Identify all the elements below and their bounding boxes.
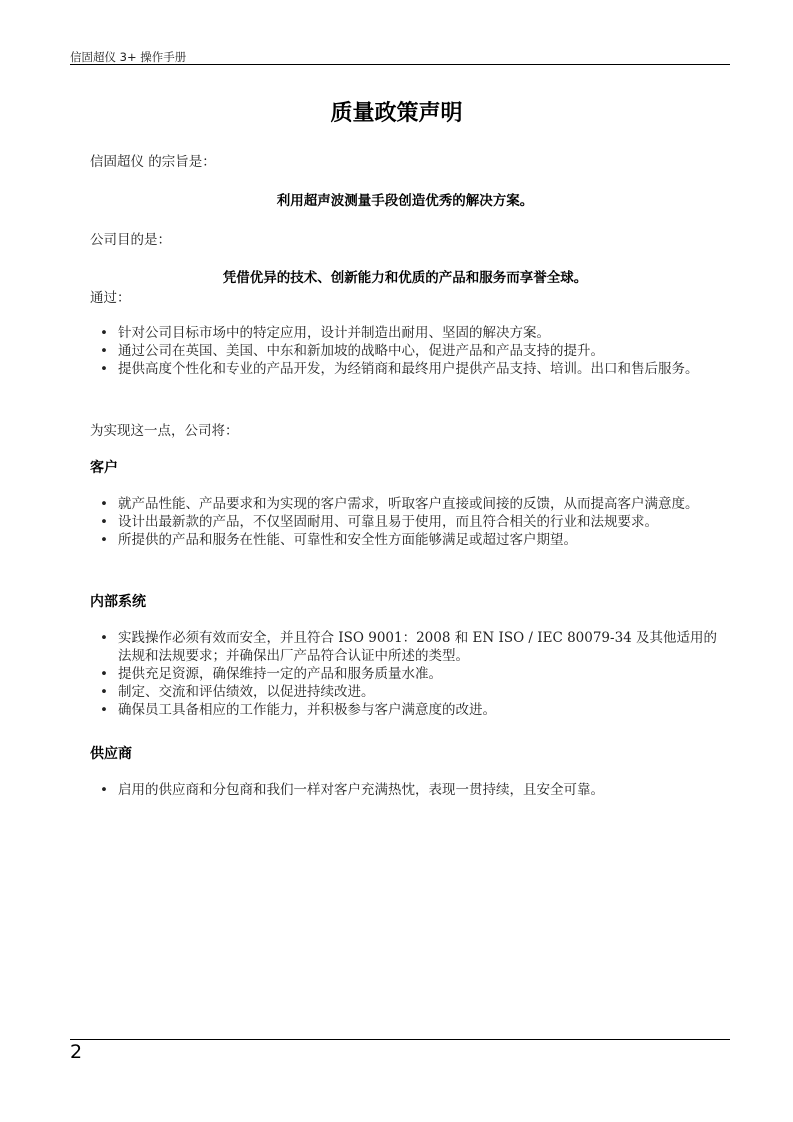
- mission-intro: 信固超仪 的宗旨是：: [90, 154, 216, 170]
- goal-intro: 公司目的是：: [90, 232, 171, 248]
- list-item: • 提供充足资源，确保维持一定的产品和服务质量水准。: [90, 665, 720, 683]
- list-item: • 所提供的产品和服务在性能、可靠性和安全性方面能够满足或超过客户期望。: [90, 531, 720, 549]
- footer-divider: [70, 1039, 730, 1040]
- list-item: • 通过公司在英国、美国、中东和新加坡的战略中心，促进产品和产品支持的提升。: [90, 342, 720, 360]
- list-item: • 实践操作必须有效而安全，并且符合 ISO 9001：2008 和 EN ISO / IEC 80079-34 及其他适用的法规和法规要求；并确保出厂产品符合认证中所述的类型。: [90, 629, 720, 665]
- list-item: • 启用的供应商和分包商和我们一样对客户充满热忱，表现一贯持续，且安全可靠。: [90, 781, 720, 799]
- achieve-intro: 为实现这一点，公司将：: [90, 423, 239, 439]
- list-item: • 确保员工具备相应的工作能力，并积极参与客户满意度的改进。: [90, 701, 720, 719]
- section-heading-suppliers: 供应商: [90, 746, 132, 762]
- section-heading-internal: 内部系统: [90, 594, 146, 610]
- list-item: • 针对公司目标市场中的特定应用，设计并制造出耐用、坚固的解决方案。: [90, 324, 720, 342]
- page-number: 2: [70, 1041, 83, 1063]
- page-title: 质量政策声明: [330, 101, 463, 126]
- running-header: 信固超仪 3+ 操作手册: [70, 50, 187, 64]
- through-label: 通过：: [90, 290, 131, 306]
- list-item: • 就产品性能、产品要求和为实现的客户需求，听取客户直接或间接的反馈，从而提高客户满意度。: [90, 495, 720, 513]
- goal-statement: 凭借优异的技术、创新能力和优质的产品和服务而享誉全球。: [222, 270, 588, 286]
- customers-list: [90, 495, 720, 549]
- list-item: • 提供高度个性化和专业的产品开发，为经销商和最终用户提供产品支持、培训。出口和售后服务。: [90, 360, 720, 378]
- list-item: • 制定、交流和评估绩效，以促进持续改进。: [90, 683, 720, 701]
- mission-statement: 利用超声波测量手段创造优秀的解决方案。: [276, 193, 534, 209]
- list-item: • 设计出最新款的产品，不仅坚固耐用、可靠且易于使用，而且符合相关的行业和法规要求。: [90, 513, 720, 531]
- header-divider: [70, 64, 730, 65]
- suppliers-list: [90, 781, 720, 799]
- internal-list: [90, 629, 720, 719]
- through-list: [90, 324, 720, 378]
- section-heading-customers: 客户: [90, 460, 118, 476]
